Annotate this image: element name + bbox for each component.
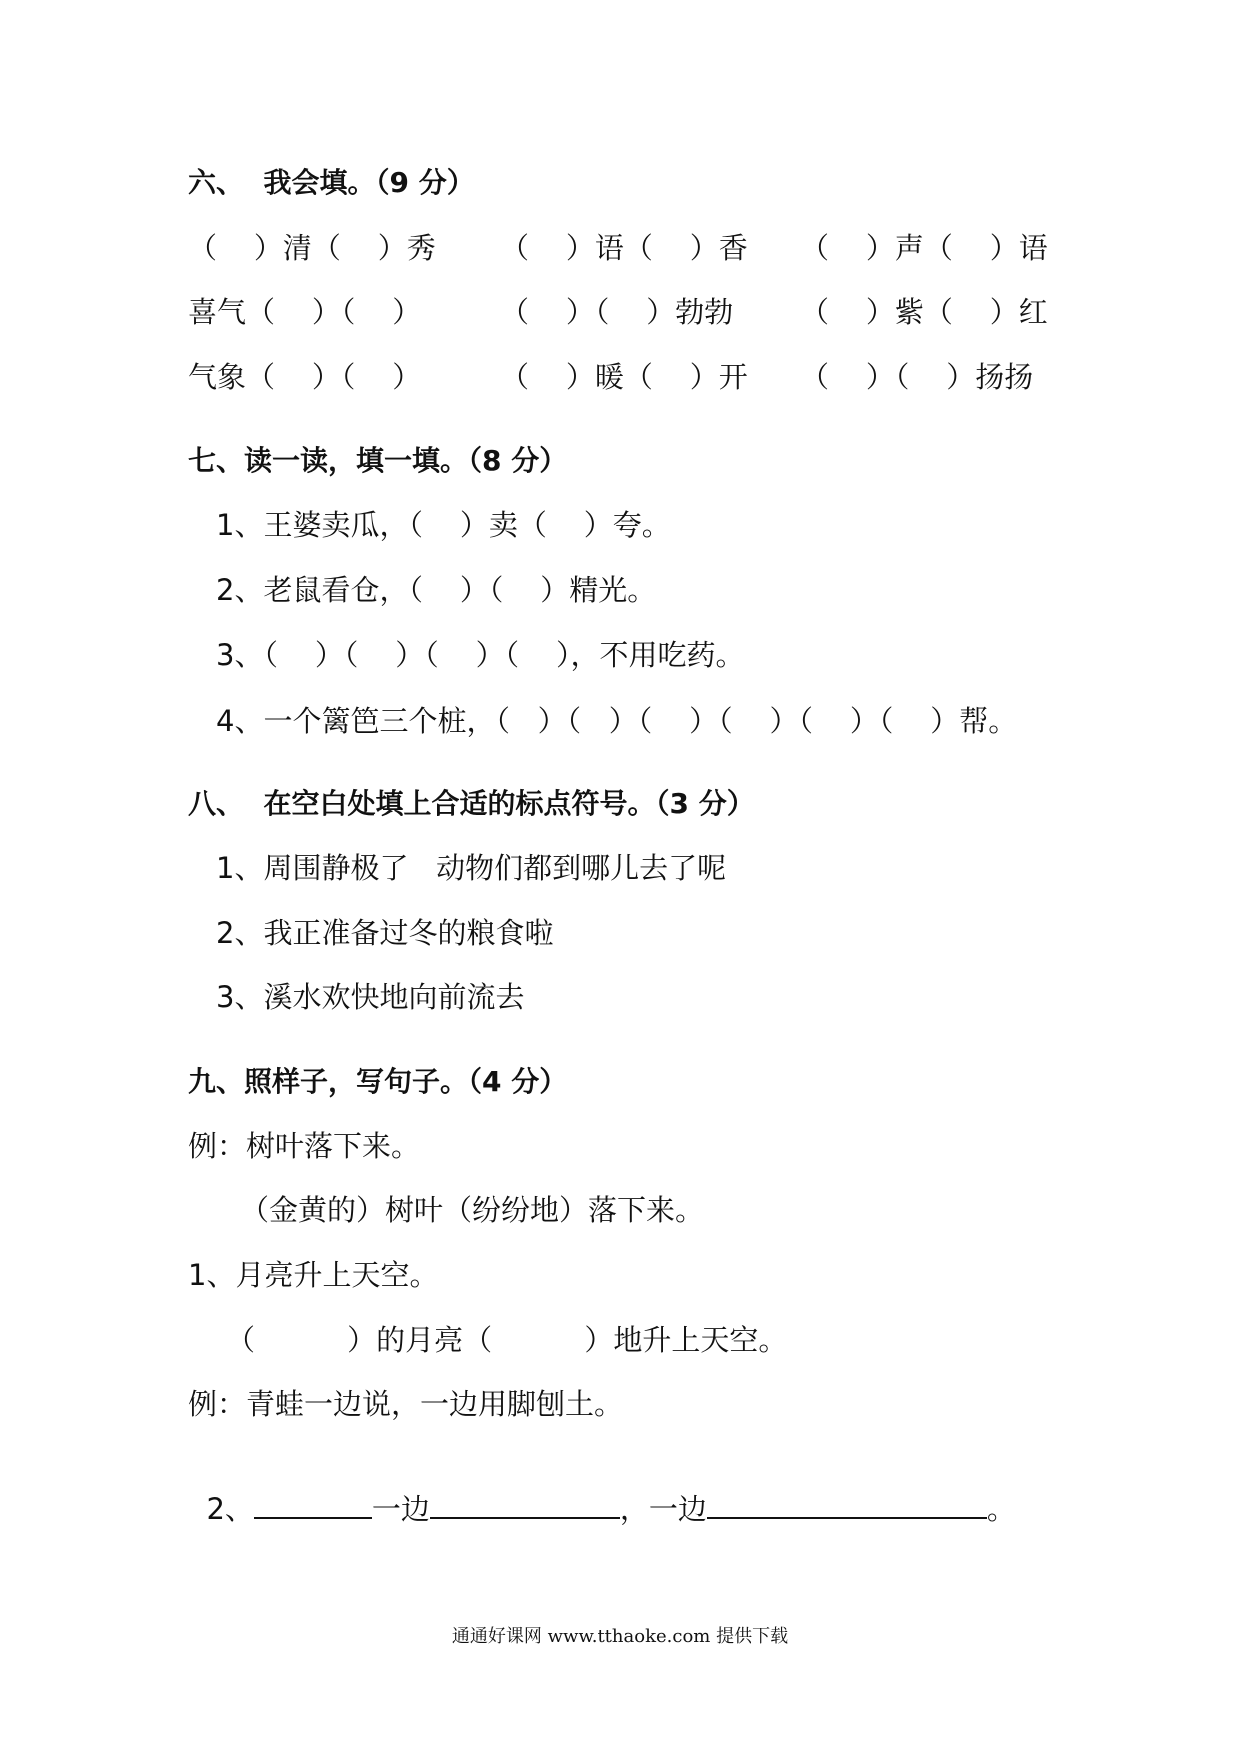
section9-title: 九、照样子，写句子。（4 分） [188,1065,568,1098]
q2-end: 。 [986,1492,1016,1526]
s9-question-1: 1、月亮升上天空。 [188,1258,439,1292]
s8-item-1: 1、周围静极了 动物们都到哪儿去了呢 [216,851,727,885]
s9-example-1: 例：树叶落下来。 [188,1129,421,1163]
page-footer: 通通好课网 www.tthaoke.com 提供下载 [451,1626,789,1647]
s8-item-3: 3、溪水欢快地向前流去 [216,980,525,1014]
s8-item-2: 2、我正准备过冬的粮食啦 [216,916,554,950]
s9-question-2 [188,1449,1016,1529]
s9-example-1-answer: （金黄的）树叶（纷纷地）落下来。 [240,1193,705,1227]
s9-example-2: 例：青蛙一边说，一边用脚刨土。 [188,1387,624,1421]
s6-r3-c2: （ ）暖（ ）开 [500,360,748,394]
s6-r3-c1: 气象（ ）（ ） [188,360,422,394]
s7-item-1: 1、王婆卖瓜，（ ）卖（ ）夸。 [216,508,671,542]
s6-r2-c3: （ ）紫（ ）红 [800,295,1048,329]
section6-title: 六、 我会填。（9 分） [188,166,475,199]
s7-item-3: 3、（ ）（ ）（ ）（ ），不用吃药。 [216,638,745,672]
q2-blank-1[interactable] [254,1489,372,1519]
s6-r3-c3: （ ）（ ）扬扬 [800,360,1034,394]
s6-r1-c3: （ ）声（ ）语 [800,231,1048,265]
s7-item-4: 4、一个篱笆三个桩，（ ）（ ）（ ）（ ）（ ）（ ）帮。 [216,704,1018,738]
s7-item-2: 2、老鼠看仓，（ ）（ ）精光。 [216,573,657,607]
s6-r1-c1: （ ）清（ ）秀 [188,231,436,265]
s9-question-1-fill: （ ）的月亮（ ）地升上天空。 [226,1323,788,1357]
q2-word-1: 一边 [371,1492,430,1526]
section8-title: 八、 在空白处填上合适的标点符号。（3 分） [188,787,755,820]
s6-r1-c2: （ ）语（ ）香 [500,231,748,265]
q2-blank-3[interactable] [707,1489,987,1519]
q2-word-2: ，一边 [619,1492,707,1526]
s6-r2-c2: （ ）（ ）勃勃 [500,295,734,329]
q2-prefix: 2、 [206,1492,254,1526]
section7-title: 七、读一读，填一填。（8 分） [188,444,568,477]
q2-blank-2[interactable] [430,1489,620,1519]
s6-r2-c1: 喜气（ ）（ ） [188,295,422,329]
